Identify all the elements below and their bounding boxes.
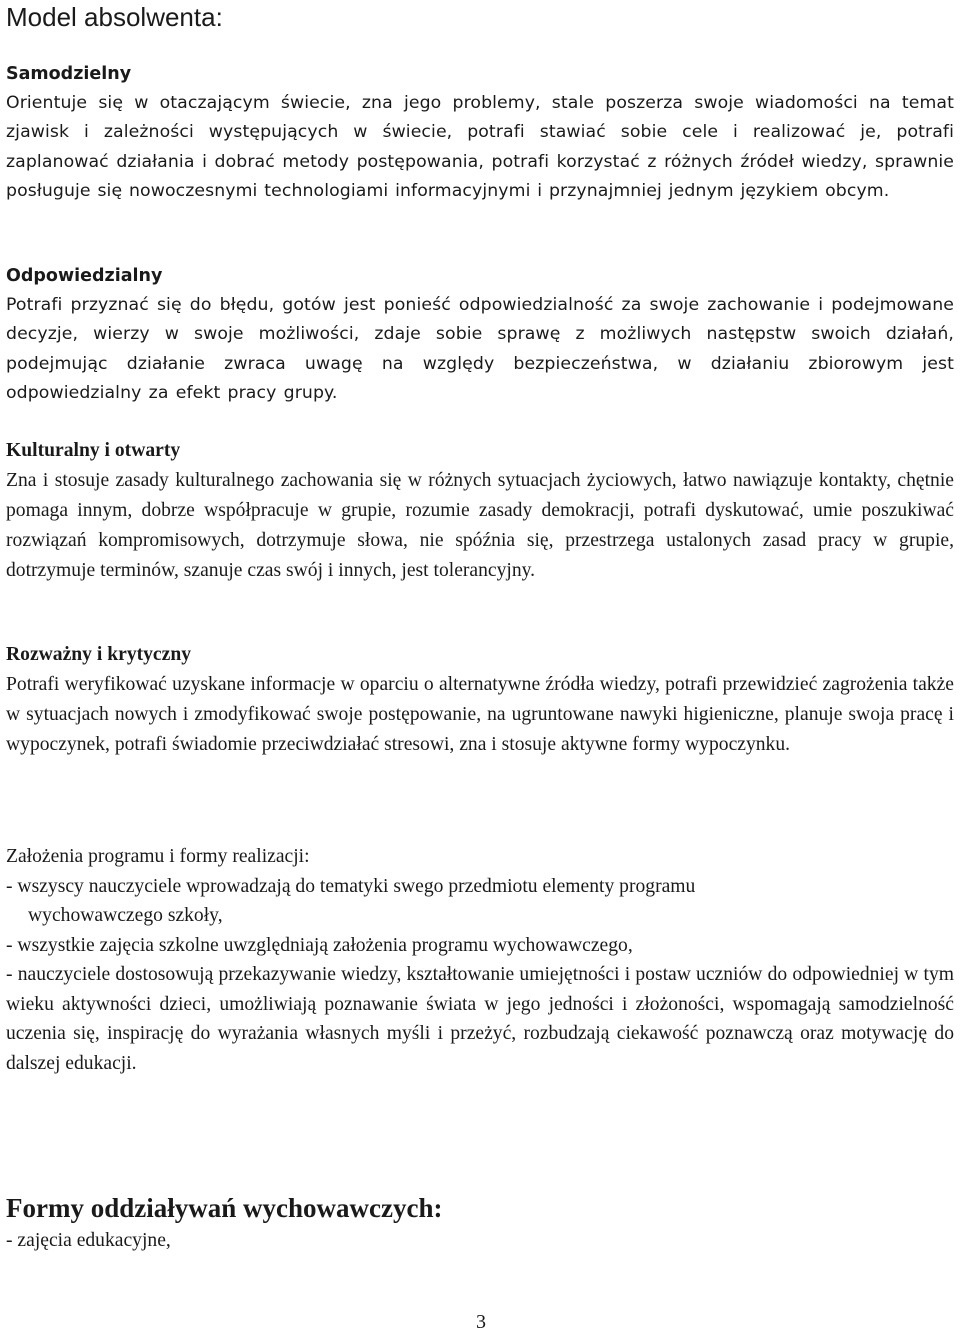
list-item-continuation: wychowawczego szkoły, [28,905,223,926]
section-text: Potrafi weryfikować uzyskane informacje w oparciu o alternatywne źródła wiedzy, potrafi przewidzieć zagrożenia także w sytuacjach nowych i zmodyfikować swoje postępowanie, na ugruntowane nawyki higieniczne, planuje swoja pracę i wypoczynek, potrafi świadomie przeciwdziałać stresowi, zna i stosuje aktywne formy wypoczynku. [6,674,954,755]
list-item: - wszystkie zajęcia szkolne uwzględniają założenia programu wychowawczego, [6,934,633,956]
section-text: Orientuje się w otaczającym świecie, zna jego problemy, stale poszerza swoje wiadomości na temat zjawisk i zależności występujących w świecie, potrafi stawiać sobie cele i realizować je, potrafi zaplanować działania i dobrać metody postępowania, potrafi korzystać z różnych źródeł wiedzy, sprawnie posługuje się nowoczesnymi technologiami informacyjnymi i przynajmniej jednym językiem obcym. [6,93,954,202]
forms-heading: Formy oddziaływań wychowawczych: [6,1193,443,1223]
section-heading: Rozważny i krytyczny [6,644,192,665]
section-text: Potrafi przyznać się do błędu, gotów jest ponieść odpowiedzialność za swoje zachowanie i podejmowane decyzje, wierzy w swoje możliwości, zdaje sobie sprawę z możliwych następstw swoich działań, podejmując działanie zwraca uwagę na względy bezpieczeństwa, w działaniu zbiorowym jest odpowiedzialny za efekt pracy grupy. [6,295,954,404]
list-item [6,872,954,931]
section-kulturalny [6,436,954,586]
page-number: 3 [476,1311,486,1333]
section-odpowiedzialny [6,262,954,409]
section-heading: Odpowiedzialny [6,266,163,286]
section-rozwazny [6,640,954,760]
list-item-text: - wszyscy nauczyciele wprowadzają do tematyki swego przedmiotu elementy programu [6,875,696,897]
page-title: Model absolwenta: [6,2,223,32]
assumptions-heading: Założenia programu i formy realizacji: [6,846,310,867]
section-assumptions [6,842,954,1078]
list-item: - nauczyciele dostosowują przekazywanie wiedzy, kształtowanie umiejętności i postaw uczniów do odpowiedniej w tym wieku aktywności dzieci, umożliwiają poznawanie świata w jego jedności i złożoności, wspomagają samodzielność uczenia się, inspirację do wyrażania własnych myśli i przeżyć, rozbudzają ciekawość poznawczą oraz motywację do dalszej edukacji. [6,964,954,1074]
list-item: - zajęcia edukacyjne, [6,1230,171,1251]
section-text: Zna i stosuje zasady kulturalnego zachowania się w różnych sytuacjach życiowych, łatwo nawiązuje kontakty, chętnie pomaga innym, dobrze współpracuje w grupie, rozumie zasady demokracji, potrafi dyskutować, umie poszukiwać rozwiązań kompromisowych, dotrzymuje słowa, nie spóźnia się, przestrzega ustalonych zasad pracy w grupie, dotrzymuje terminów, szanuje czas swój i innych, jest tolerancyjny. [6,470,954,581]
section-samodzielny [6,60,954,207]
section-heading: Samodzielny [6,64,132,84]
section-heading: Kulturalny i otwarty [6,440,181,461]
